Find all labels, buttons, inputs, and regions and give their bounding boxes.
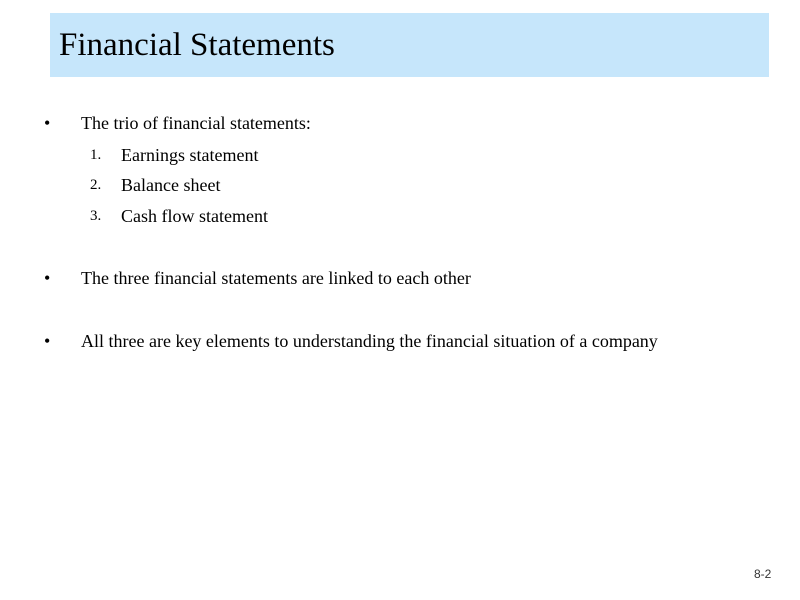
number-marker: 1. [90, 147, 102, 163]
bullet-marker: • [44, 113, 51, 133]
bullet-marker: • [44, 331, 51, 351]
page-number: 8-2 [754, 567, 772, 581]
number-marker: 2. [90, 177, 102, 193]
bullet-text: All three are key elements to understanding the financial situation of a company [81, 331, 658, 351]
numbered-item-text: Balance sheet [121, 175, 221, 195]
slide-title: Financial Statements [59, 26, 335, 63]
numbered-item-text: Earnings statement [121, 145, 259, 165]
title-bar [50, 13, 769, 77]
bullet-text: The trio of financial statements: [81, 113, 311, 133]
bullet-marker: • [44, 268, 51, 288]
bullet-text: The three financial statements are linked to each other [81, 268, 471, 288]
number-marker: 3. [90, 208, 102, 224]
numbered-item-text: Cash flow statement [121, 206, 268, 226]
